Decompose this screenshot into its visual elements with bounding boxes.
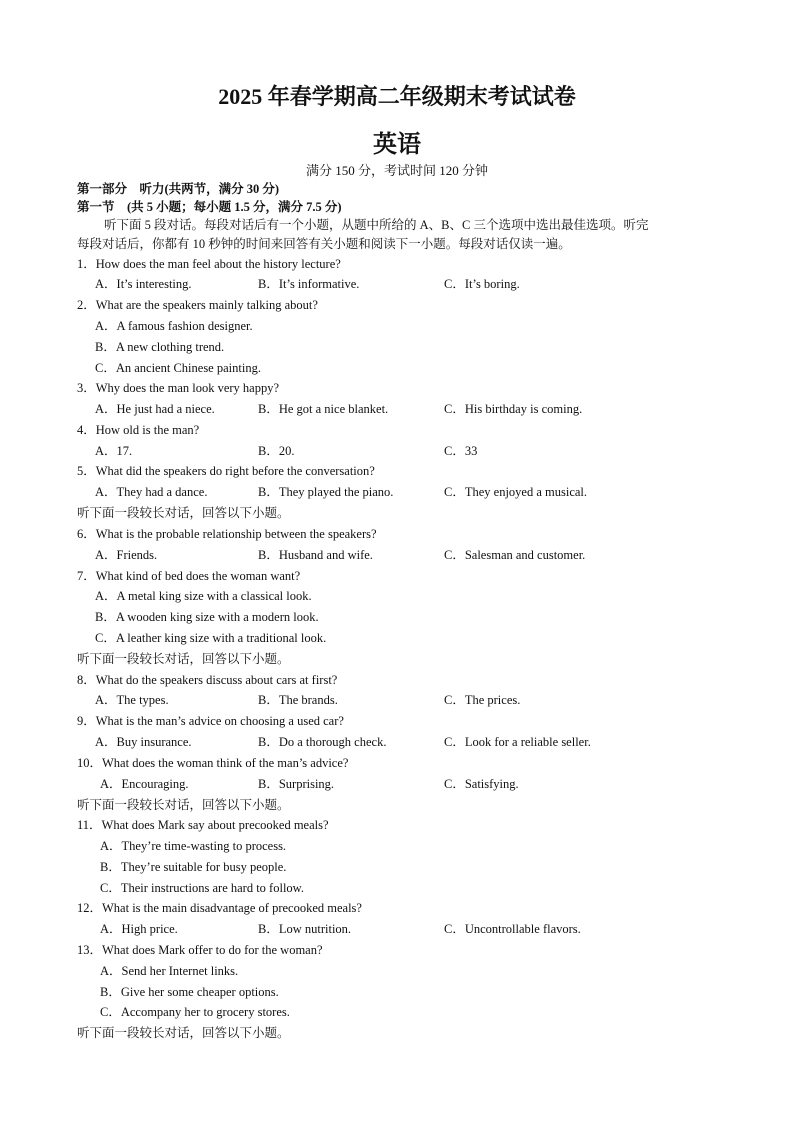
q5-option-a: A．They had a dance. (95, 485, 208, 499)
q6-option-c: C．Salesman and customer. (444, 548, 586, 562)
q1-option-c: C．It’s boring. (444, 277, 520, 291)
q2-option-a: A．A famous fashion designer. (95, 319, 253, 333)
question-1: 1．How does the man feel about the history lecture? (77, 257, 341, 271)
q3-option-a: A．He just had a niece. (95, 402, 215, 416)
part1-heading: 第一部分 听力(共两节，满分 30 分) (77, 182, 280, 196)
q3-option-c: C．His birthday is coming. (444, 402, 583, 416)
long-dialogue-note: 听下面一段较长对话，回答以下小题。 (77, 798, 290, 812)
q2-option-c: C．An ancient Chinese painting. (95, 361, 261, 375)
q12-option-c: C．Uncontrollable flavors. (444, 922, 581, 936)
q3-option-b: B．He got a nice blanket. (258, 402, 389, 416)
q11-option-a: A．They’re time-wasting to process. (100, 839, 287, 853)
question-10: 10．What does the woman think of the man’s advice? (77, 756, 349, 770)
q4-option-c: C．33 (444, 444, 478, 458)
q13-option-b: B．Give her some cheaper options. (100, 985, 279, 999)
question-2: 2．What are the speakers mainly talking about? (77, 298, 318, 312)
long-dialogue-note: 听下面一段较长对话，回答以下小题。 (77, 1026, 290, 1040)
q11-option-b: B．They’re suitable for busy people. (100, 860, 287, 874)
q6-option-a: A．Friends. (95, 548, 158, 562)
question-12: 12．What is the main disadvantage of precooked meals? (77, 901, 362, 915)
section1-heading: 第一节 (共 5 小题；每小题 1.5 分，满分 7.5 分) (77, 200, 342, 214)
q7-option-c: C．A leather king size with a traditional look. (95, 631, 327, 645)
instructions-line-2: 每段对话后，你都有 10 秒钟的时间来回答有关小题和阅读下一小题。每段对话仅读一遍。 (77, 237, 571, 251)
q10-option-a: A．Encouraging. (100, 777, 189, 791)
q7-option-b: B．A wooden king size with a modern look. (95, 610, 319, 624)
question-11: 11．What does Mark say about precooked meals? (77, 818, 329, 832)
question-7: 7．What kind of bed does the woman want? (77, 569, 301, 583)
instructions-line-1: 听下面 5 段对话。每段对话后有一个小题，从题中所给的 A、B、C 三个选项中选出最佳选项。听完 (104, 218, 649, 232)
q1-option-a: A．It’s interesting. (95, 277, 192, 291)
question-13: 13．What does Mark offer to do for the woman? (77, 943, 323, 957)
q10-option-c: C．Satisfying. (444, 777, 519, 791)
long-dialogue-note: 听下面一段较长对话，回答以下小题。 (77, 506, 290, 520)
q6-option-b: B．Husband and wife. (258, 548, 373, 562)
q12-option-a: A．High price. (100, 922, 178, 936)
q11-option-c: C．Their instructions are hard to follow. (100, 881, 305, 895)
q4-option-a: A．17. (95, 444, 133, 458)
q5-option-b: B．They played the piano. (258, 485, 394, 499)
q8-option-b: B．The brands. (258, 693, 338, 707)
q13-option-c: C．Accompany her to grocery stores. (100, 1005, 290, 1019)
q12-option-b: B．Low nutrition. (258, 922, 352, 936)
q5-option-c: C．They enjoyed a musical. (444, 485, 588, 499)
subject-title: 英语 (373, 132, 421, 158)
question-4: 4．How old is the man? (77, 423, 200, 437)
question-5: 5．What did the speakers do right before the conversation? (77, 464, 375, 478)
question-8: 8．What do the speakers discuss about cars at first? (77, 673, 338, 687)
q13-option-a: A．Send her Internet links. (100, 964, 239, 978)
long-dialogue-note: 听下面一段较长对话，回答以下小题。 (77, 652, 290, 666)
q8-option-c: C．The prices. (444, 693, 521, 707)
q9-option-c: C．Look for a reliable seller. (444, 735, 591, 749)
q8-option-a: A．The types. (95, 693, 169, 707)
question-9: 9．What is the man’s advice on choosing a used car? (77, 714, 344, 728)
q10-option-b: B．Surprising. (258, 777, 335, 791)
q9-option-b: B．Do a thorough check. (258, 735, 387, 749)
exam-title: 2025 年春学期高二年级期末考试试卷 (218, 84, 576, 109)
score-info: 满分 150 分，考试时间 120 分钟 (305, 163, 488, 178)
question-6: 6．What is the probable relationship between the speakers? (77, 527, 377, 541)
q1-option-b: B．It’s informative. (258, 277, 360, 291)
q7-option-a: A．A metal king size with a classical look. (95, 589, 312, 603)
q2-option-b: B．A new clothing trend. (95, 340, 225, 354)
q4-option-b: B．20. (258, 444, 295, 458)
question-3: 3．Why does the man look very happy? (77, 381, 280, 395)
q9-option-a: A．Buy insurance. (95, 735, 192, 749)
